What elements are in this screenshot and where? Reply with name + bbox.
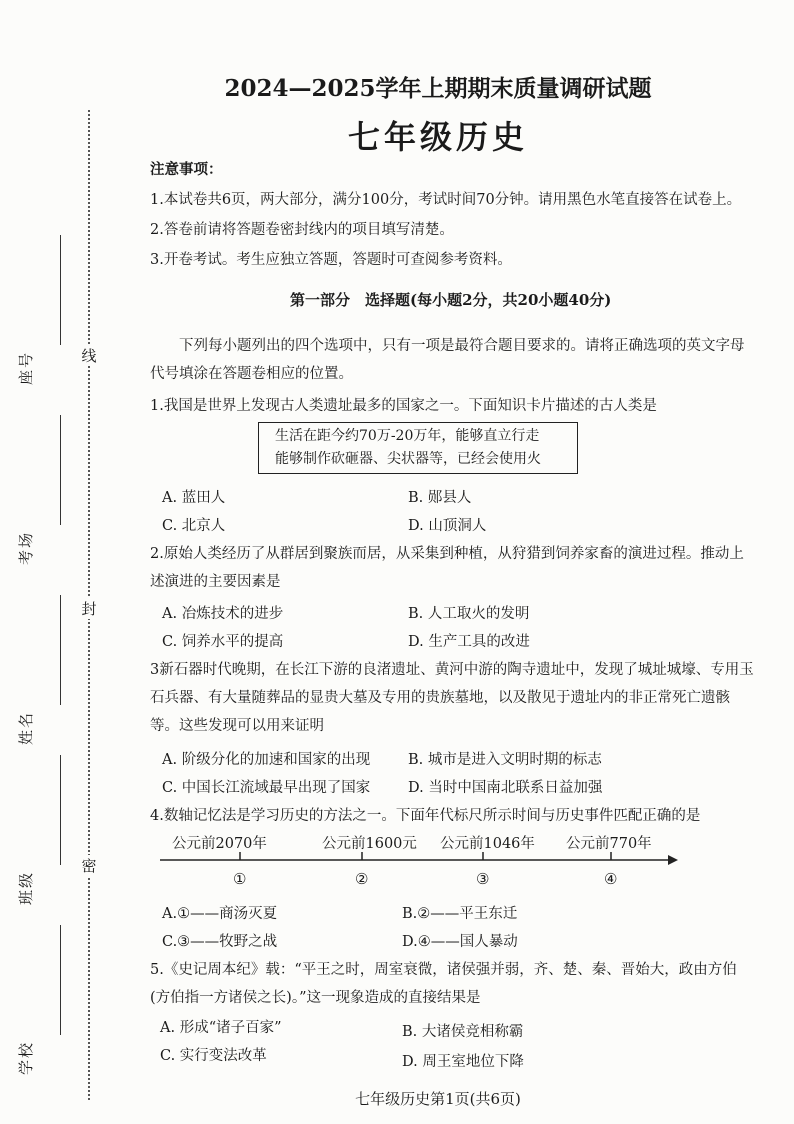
question-3-stem: 3新石器时代晚期，在长江下游的良渚遗址、黄河中游的陶寺遗址中，发现了城址城壕、专用玉石兵器、有大量随葬品的显贵大墓及专用的贵族墓地，以及散见于遗址内的非正常死亡遗骸等。这些发现可以用来证明: [150, 662, 754, 734]
section-intro: 下列每小题列出的四个选项中，只有一项是最符合题目要求的。请将正确选项的英文字母代号填涂在答题卷相应的位置。: [150, 338, 745, 382]
q5-option-a[interactable]: A. 形成“诸子百家”: [160, 1020, 282, 1036]
timeline-label-4: 公元前770年: [566, 836, 652, 852]
question-4-stem: 4.数轴记忆法是学习历史的方法之一。下面年代标尺所示时间与历史事件匹配正确的是: [150, 808, 701, 824]
notice-rule-1: 1.本试卷共6页，两大部分，满分100分，考试时间70分钟。请用黑色水笔直接答在试卷上。: [150, 192, 742, 208]
seat-number-label: 座号: [17, 350, 35, 385]
question-2-text: 2.原始人类经历了从群居到聚族而居，从采集到种植，从狩猎到饲养家畜的演进过程。推动上述演进的主要因素是: [150, 546, 744, 590]
timeline-label-3: 公元前1046年: [440, 836, 535, 852]
q2-option-b[interactable]: B. 人工取火的发明: [408, 606, 530, 622]
school-label: 学校: [17, 1040, 35, 1075]
q2-option-c[interactable]: C. 饲养水平的提高: [162, 634, 284, 650]
q2-option-a[interactable]: A. 冶炼技术的进步: [162, 606, 284, 622]
notice-heading: 注意事项：: [150, 161, 223, 178]
q4-option-a[interactable]: A.①——商汤灭夏: [162, 906, 278, 922]
school-field[interactable]: [17, 925, 70, 1075]
q1-option-c[interactable]: C. 北京人: [162, 518, 226, 534]
timeline-mark-3: ③: [476, 870, 490, 888]
timeline-mark-1: ①: [233, 870, 247, 888]
q5-option-c[interactable]: C. 实行变法改革: [160, 1048, 267, 1064]
exam-room-label: 考场: [17, 530, 35, 565]
name-label: 姓名: [17, 710, 35, 745]
q2-option-d[interactable]: D. 生产工具的改进: [408, 634, 530, 650]
exam-room-line: [60, 415, 61, 525]
q3-option-d[interactable]: D. 当时中国南北联系日益加强: [408, 780, 603, 796]
q5-option-b[interactable]: B. 大诸侯竞相称霸: [402, 1024, 524, 1040]
q3-option-b[interactable]: B. 城市是进入文明时期的标志: [408, 752, 602, 768]
seat-number-field[interactable]: [17, 235, 70, 385]
q1-option-a[interactable]: A. 蓝田人: [162, 490, 226, 506]
timeline-axis: [160, 848, 680, 868]
exam-title: 2024—2025学年上期期末质量调研试题: [224, 75, 652, 102]
class-field[interactable]: [17, 755, 70, 905]
exam-room-field[interactable]: [17, 415, 70, 565]
q5-option-d[interactable]: D. 周王室地位下降: [402, 1054, 524, 1070]
name-field[interactable]: [17, 595, 70, 745]
q4-option-c[interactable]: C.③——牧野之战: [162, 934, 278, 950]
knowledge-card-line-1: 生活在距今约70万-20万年，能够直立行走: [275, 428, 540, 444]
q1-option-b[interactable]: B. 郧县人: [408, 490, 472, 506]
class-label: 班级: [17, 870, 35, 905]
page-footer: 七年级历史第1页(共6页): [355, 1090, 521, 1108]
q3-option-a[interactable]: A. 阶级分化的加速和国家的出现: [162, 752, 371, 768]
school-line: [60, 925, 61, 1035]
question-1-stem: 1.我国是世界上发现古人类遗址最多的国家之一。下面知识卡片描述的古人类是: [150, 398, 657, 414]
knowledge-card-line-2: 能够制作砍砸器、尖状器等，已经会使用火: [275, 451, 541, 467]
notice-rule-3: 3.开卷考试。考生应独立答题，答题时可查阅参考资料。: [150, 252, 512, 268]
q1-option-d[interactable]: D. 山顶洞人: [408, 518, 487, 534]
knowledge-card: [258, 422, 578, 474]
q4-option-d[interactable]: D.④——国人暴动: [402, 934, 518, 950]
timeline-ruler: [160, 832, 680, 892]
notice-rule-2: 2.答卷前请将答题卷密封线内的项目填写清楚。: [150, 222, 454, 238]
seal-char-mi: 密: [81, 857, 97, 875]
section-title: 第一部分 选择题(每小题2分，共20小题40分): [290, 291, 612, 309]
class-line: [60, 755, 61, 865]
binding-margin: [0, 0, 100, 1124]
seal-char-xian: 线: [81, 347, 97, 365]
q3-option-c[interactable]: C. 中国长江流域最早出现了国家: [162, 780, 371, 796]
q4-option-b[interactable]: B.②——平王东迁: [402, 906, 518, 922]
question-2-stem: [150, 540, 756, 596]
exam-subject: 七年级历史: [347, 118, 528, 156]
timeline-label-1: 公元前2070年: [172, 836, 267, 852]
timeline-mark-2: ②: [355, 870, 369, 888]
name-line: [60, 595, 61, 705]
seal-char-feng: 封: [81, 600, 97, 618]
seat-number-line: [60, 235, 61, 345]
timeline-label-2: 公元前1600元: [322, 836, 417, 852]
question-5-stem: 5.《史记周本纪》载：“平王之时，周室衰微，诸侯强并弱，齐、楚、秦、晋始大，政由方伯(方伯指一方诸侯之长)。”这一现象造成的直接结果是: [150, 962, 737, 1006]
timeline-mark-4: ④: [604, 870, 618, 888]
